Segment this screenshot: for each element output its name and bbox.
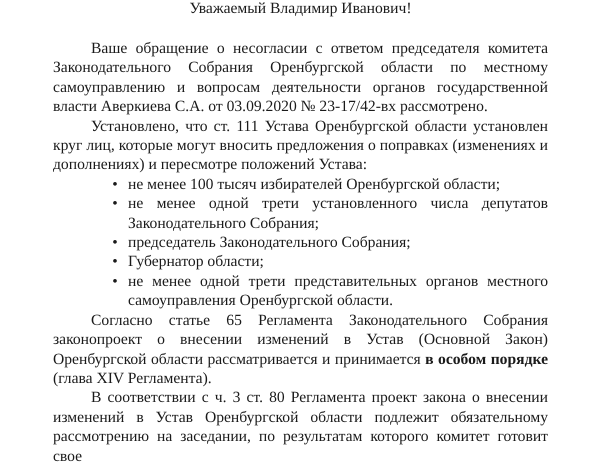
list-item-text: не менее одной трети установленного числа депутатов Законодательного Собрания;	[128, 195, 548, 232]
bullet-icon: •	[112, 175, 118, 193]
list-item	[112, 252, 548, 271]
paragraph-charter-article: Установлено, что ст. 111 Устава Оренбургской области установлен круг лиц, которые могут вносить предложения о поправках (изменениях и дополнениях) и пересмотре положений Устава:	[53, 117, 548, 174]
bullet-icon: •	[112, 195, 118, 213]
proposers-list	[53, 175, 548, 311]
list-item-text: председатель Законодательного Собрания;	[128, 234, 411, 252]
paragraph-appeal: Ваше обращение о несогласии с ответом председателя комитета Законодательного Собрания Оренбургской области по местному самоуправлению и вопросам деятельности органов государственной власти Аверкиева С.А. от 03.09.2020 № 23-17/42-вх рассмотрено.	[53, 40, 548, 116]
list-item-text: Губернатор области;	[128, 253, 264, 271]
special-procedure-emphasis: в особом порядке	[425, 350, 548, 368]
regulation-text: Согласно статье 65 Регламента Законодательного Собрания законопроект о внесении изменений в Устав (Основной Закон) Оренбургской области рассматривается и принимается	[53, 311, 548, 368]
list-item	[112, 233, 548, 252]
paragraph-regulation-80: В соответствии с ч. 3 ст. 80 Регламента проект закона о внесении изменений в Устав Оренбургской области подлежит обязательному рассмотрению на заседании, по результатам которого комитет готовит свое	[53, 389, 548, 465]
letter-page	[53, 0, 548, 466]
paragraph-regulation-65	[53, 311, 548, 389]
list-item-text: не менее одной трети представительных органов местного самоуправления Оренбургской области.	[128, 272, 548, 310]
bullet-icon: •	[112, 253, 118, 271]
bullet-icon: •	[112, 272, 118, 290]
list-item	[112, 194, 548, 233]
regulation-chapter-text: (глава XIV Регламента).	[53, 369, 212, 387]
bullet-icon: •	[112, 234, 118, 252]
letter-greeting: Уважаемый Владимир Иванович!	[189, 0, 412, 17]
list-item	[112, 175, 548, 194]
list-item	[112, 272, 548, 311]
list-item-text: не менее 100 тысяч избирателей Оренбургской области;	[128, 175, 501, 193]
